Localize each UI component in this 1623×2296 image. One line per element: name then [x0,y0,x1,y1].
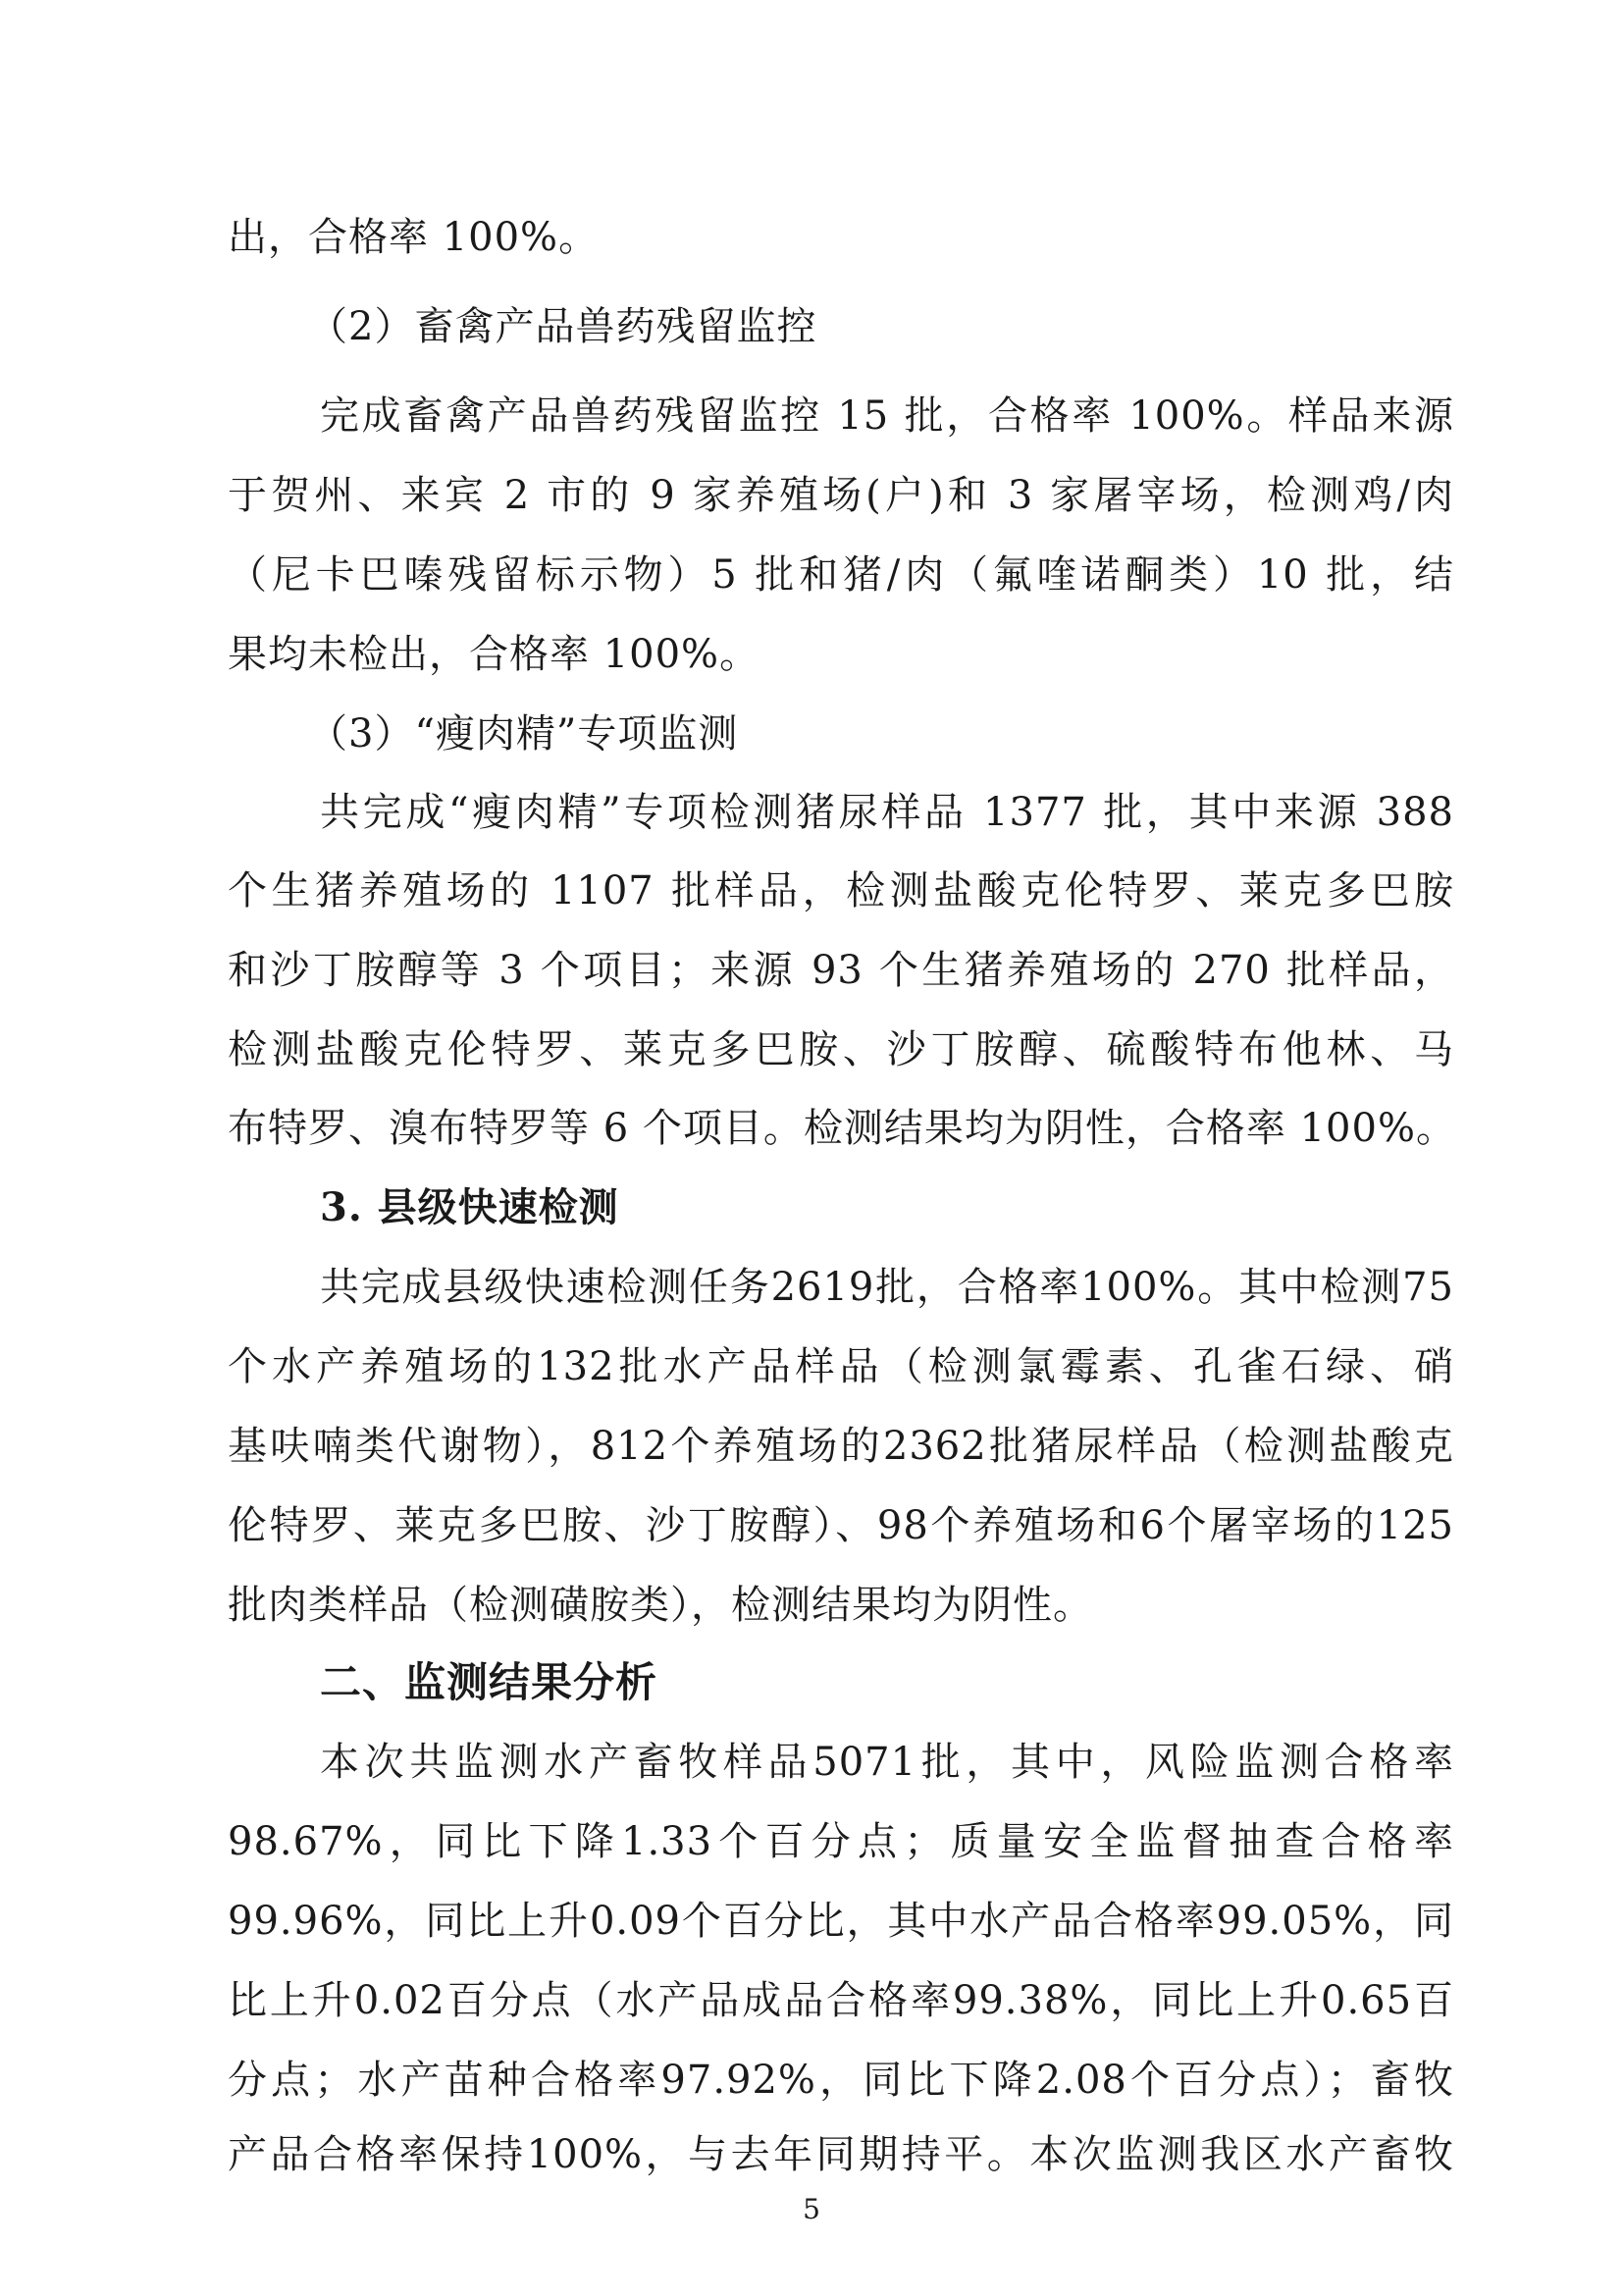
paragraph-line: 完成畜禽产品兽药残留监控 15 批，合格率 100%。样品来源 [320,393,1454,439]
section-heading: 二、监测结果分析 [320,1658,658,1706]
paragraph-line: 本次共监测水产畜牧样品5071批，其中，风险监测合格率 [320,1740,1454,1785]
paragraph-line: 基呋喃类代谢物），812个养殖场的2362批猪尿样品（检测盐酸克 [228,1424,1454,1469]
paragraph-line: 个水产养殖场的132批水产品样品（检测氯霉素、孔雀石绿、硝 [228,1344,1454,1389]
paragraph-line: 产品合格率保持100%，与去年同期持平。本次监测我区水产畜牧 [228,2132,1454,2177]
paragraph-line: （尼卡巴嗪残留标示物）5 批和猪/肉（氟喹诺酮类）10 批，结 [228,552,1454,598]
paragraph-line: 比上升0.02百分点（水产品成品合格率99.38%，同比上升0.65百 [228,1978,1454,2023]
paragraph-line: 个生猪养殖场的 1107 批样品，检测盐酸克伦特罗、莱克多巴胺 [228,868,1454,913]
paragraph-line: 出，合格率 100%。 [228,215,600,260]
paragraph-line: 分点；水产苗种合格率97.92%，同比下降2.08个百分点）；畜牧 [228,2058,1454,2103]
section-heading: 3. 县级快速检测 [320,1184,619,1230]
paragraph-line: 批肉类样品（检测磺胺类），检测结果均为阴性。 [228,1583,1093,1628]
paragraph-line: 于贺州、来宾 2 市的 9 家养殖场(户)和 3 家屠宰场，检测鸡/肉 [228,473,1454,518]
section-heading: （2）畜禽产品兽药残留监控 [308,304,817,349]
paragraph-line: 98.67%，同比下降1.33个百分点；质量安全监督抽查合格率 [228,1819,1454,1864]
paragraph-line: 共完成县级快速检测任务2619批，合格率100%。其中检测75 [320,1265,1454,1310]
section-heading: （3）“瘦肉精”专项监测 [308,711,739,757]
paragraph-line: 共完成“瘦肉精”专项检测猪尿样品 1377 批，其中来源 388 [320,790,1454,835]
paragraph-line: 果均未检出，合格率 100%。 [228,632,760,677]
paragraph-line: 伦特罗、莱克多巴胺、沙丁胺醇）、98个养殖场和6个屠宰场的125 [228,1503,1454,1548]
paragraph-line: 布特罗、溴布特罗等 6 个项目。检测结果均为阴性，合格率 100%。 [228,1106,1456,1151]
paragraph-line: 检测盐酸克伦特罗、莱克多巴胺、沙丁胺醇、硫酸特布他林、马 [228,1027,1454,1072]
paragraph-line: 99.96%，同比上升0.09个百分比，其中水产品合格率99.05%，同 [228,1899,1454,1944]
page-number: 5 [803,2193,820,2225]
paragraph-line: 和沙丁胺醇等 3 个项目；来源 93 个生猪养殖场的 270 批样品， [228,948,1454,993]
